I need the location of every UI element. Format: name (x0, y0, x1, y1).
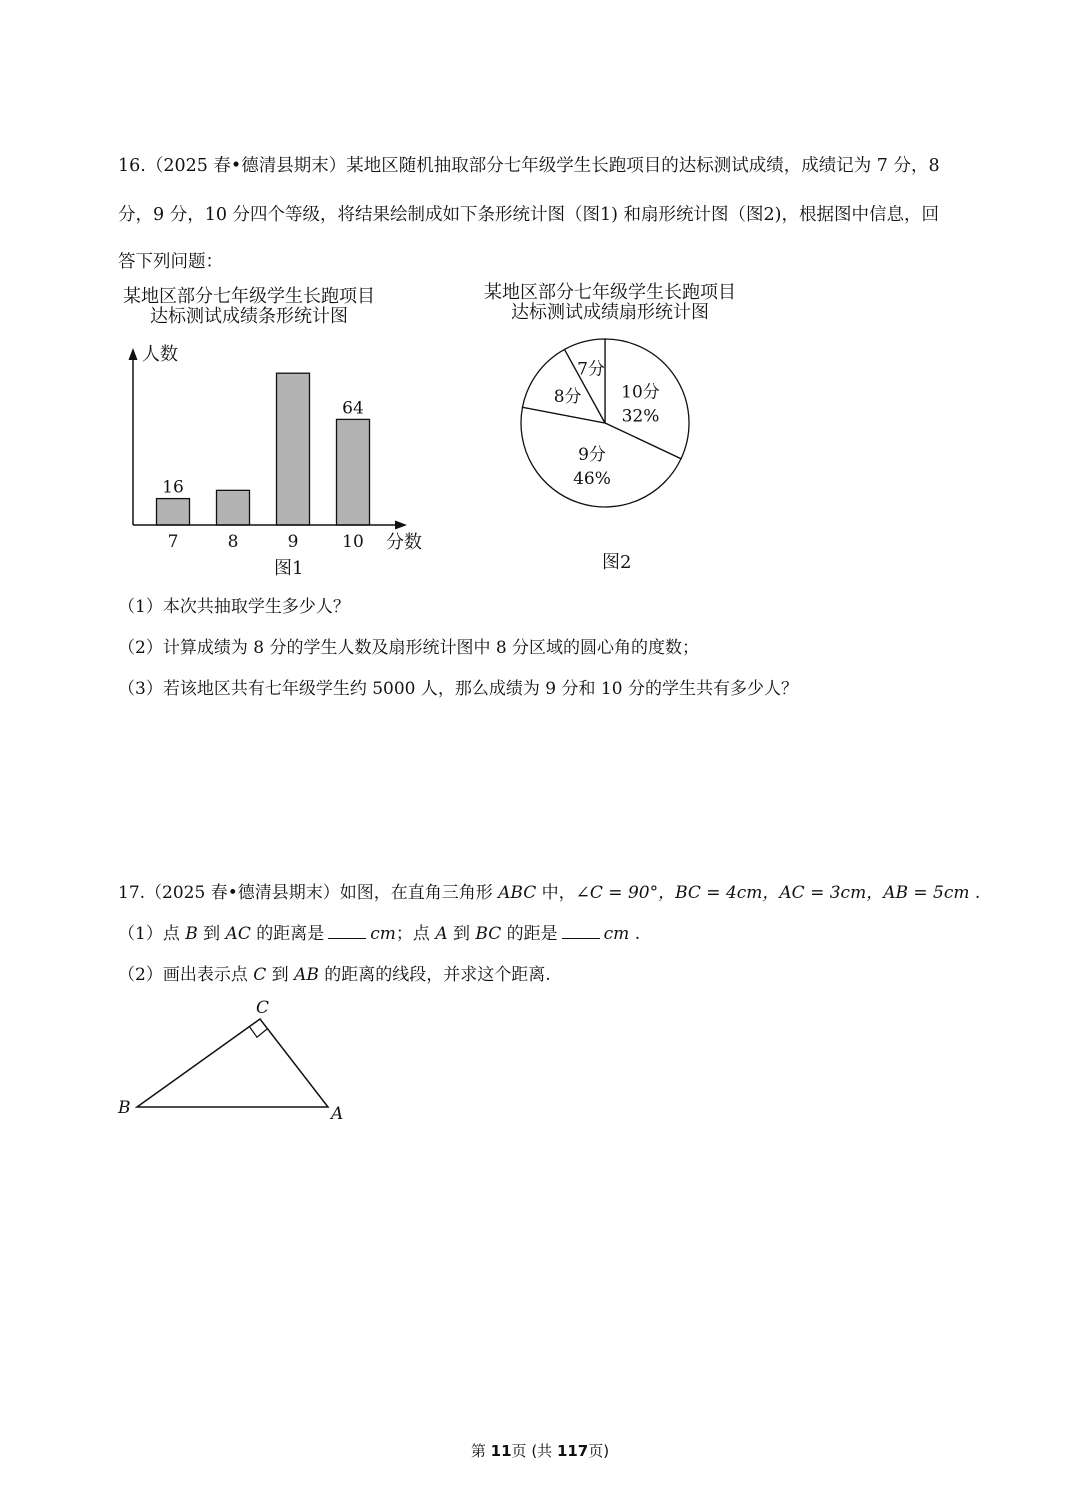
bar-8 (217, 490, 250, 525)
footer-text-a: 第 (470, 1442, 491, 1460)
q17-sub1-text-e: 到 (447, 924, 476, 944)
q17-sub1-point-a: A (435, 924, 448, 944)
pie-chart (500, 330, 720, 580)
q17-sub1-text-c: 的距离是 (250, 924, 325, 944)
bar-label-7: 16 (162, 477, 184, 498)
q17-sub2-text-c: 的距离的线段，并求这个距离. (318, 965, 551, 985)
bar-chart (100, 335, 440, 585)
bar-chart-caption: 图1 (274, 558, 304, 579)
bar-data-labels (162, 398, 364, 497)
q17-conditions: ∠C = 90°，BC = 4cm，AC = 3cm，AB = 5cm . (575, 883, 981, 903)
x-tick-9: 9 (287, 532, 299, 552)
pie-label-2: 9分 (578, 444, 606, 465)
q17-sub1 (118, 919, 640, 944)
q17-sub1-text-b: 到 (197, 924, 226, 944)
page-footer (0, 1440, 1080, 1461)
y-axis-label: 人数 (142, 344, 178, 365)
pie-label-4: 7分 (577, 359, 605, 380)
pie-pct-1: 32% (621, 406, 660, 427)
q17-sub1-line-bc: BC (475, 924, 502, 944)
pie-chart-title-line2: 达标测试成绩扇形统计图 (511, 302, 709, 323)
bar-series (157, 373, 370, 525)
bar-9 (277, 373, 310, 525)
q17-sub1-text-d: ；点 (395, 924, 436, 944)
x-axis-arrow (395, 521, 407, 530)
footer-total-pages: 117 (556, 1442, 589, 1460)
pie-pct-2: 46% (573, 468, 611, 489)
q16-sub3: （3）若该地区共有七年级学生约 5000 人，那么成绩为 9 分和 10 分的学生共有多少人？ (118, 679, 798, 699)
q16-sub2: （2）计算成绩为 8 分的学生人数及扇形统计图中 8 分区域的圆心角的度数； (118, 638, 700, 658)
q17-sub1-line-ac: AC (225, 924, 251, 944)
q16-sub1: （1）本次共抽取学生多少人？ (118, 597, 350, 617)
q17-sub2-line-ab: AB (294, 965, 319, 985)
q17-triangle-name: ABC (498, 883, 537, 903)
q16-line1: 16.（2025 春•德清县期末）某地区随机抽取部分七年级学生长跑项目的达标测试成绩，成绩记为 7 分，8 (118, 156, 940, 176)
q16-line3: 答下列问题： (118, 252, 223, 272)
x-axis-label: 分数 (386, 532, 422, 553)
y-axis-arrow (129, 348, 138, 360)
x-tick-8: 8 (227, 532, 239, 552)
bar-7 (157, 499, 190, 525)
q17-head-b: 中， (536, 883, 576, 903)
q17-unit-2: cm (603, 924, 630, 944)
x-tick-labels (168, 532, 364, 552)
answer-blank-1[interactable] (328, 924, 366, 939)
vertex-b-label: B (118, 1098, 131, 1118)
q17-sub1-end: . (629, 924, 641, 944)
q17-sub2-point-c: C (253, 965, 267, 985)
bar-chart-title (118, 287, 380, 327)
q16-line2: 分，9 分，10 分四个等级，将结果绘制成如下条形统计图（图1) 和扇形统计图（图2)，根据图中信息，回 (118, 205, 940, 225)
x-tick-7: 7 (167, 532, 179, 552)
bar-chart-title-line1: 某地区部分七年级学生长跑项目 (123, 286, 375, 307)
footer-text-b: 页 (共 (511, 1442, 557, 1460)
pie-chart-caption: 图2 (602, 552, 632, 573)
q17-sub1-text-f: 的距是 (501, 924, 558, 944)
footer-page-number: 11 (490, 1442, 512, 1460)
q17-unit-1: cm (370, 924, 396, 944)
pie-label-1: 10分 (621, 382, 660, 403)
q17-sub2 (118, 960, 551, 985)
vertex-a-label: A (331, 1104, 344, 1124)
vertex-c-label: C (256, 998, 270, 1018)
q17-line1 (118, 878, 980, 903)
answer-blank-2[interactable] (562, 924, 600, 939)
pie-chart-title (478, 283, 742, 323)
q17-sub2-text-b: 到 (266, 965, 295, 985)
x-tick-10: 10 (342, 532, 364, 552)
triangle-figure (110, 992, 360, 1127)
right-angle-mark (249, 1027, 267, 1038)
q17-sub1-text-a: （1）点 (118, 924, 186, 944)
bar-10 (337, 419, 370, 525)
pie-chart-title-line1: 某地区部分七年级学生长跑项目 (484, 282, 736, 303)
bar-chart-title-line2: 达标测试成绩条形统计图 (150, 306, 348, 327)
pie-label-3: 8分 (553, 386, 582, 407)
q17-head-a: 17.（2025 春•德清县期末）如图，在直角三角形 (118, 883, 499, 903)
q17-sub2-text-a: （2）画出表示点 (118, 965, 254, 985)
q17-sub1-point-b: B (185, 924, 198, 944)
triangle-abc (137, 1019, 328, 1107)
bar-label-10: 64 (342, 398, 364, 419)
footer-text-c: 页) (588, 1442, 610, 1460)
